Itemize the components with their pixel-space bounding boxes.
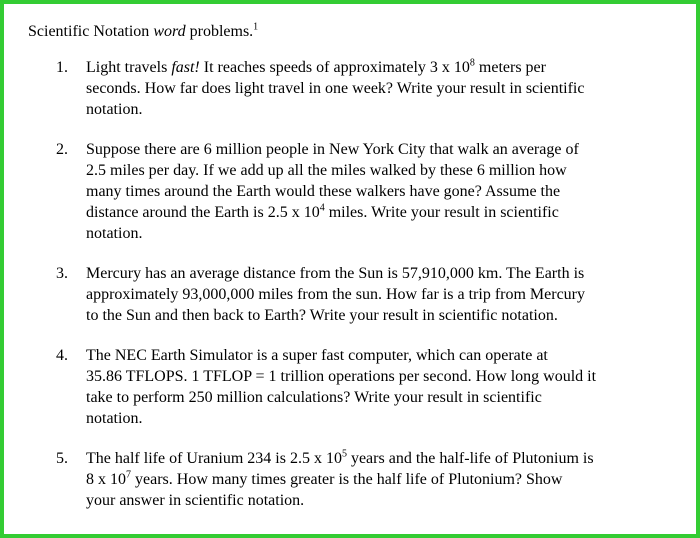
- text-run: Mercury has an average distance from the Sun is 57,910,000 km. The Earth is: [86, 265, 585, 282]
- problem-text-line: [86, 78, 688, 99]
- text-run: take to perform 250 million calculations? Write your result in scientific: [86, 389, 542, 406]
- text-run: distance around the Earth is 2.5 x 10: [86, 204, 320, 221]
- problem-text: [86, 345, 688, 429]
- text-run: Light travels: [86, 59, 172, 76]
- problem-number: 1.: [56, 59, 68, 76]
- text-run: seconds. How far does light travel in one week? Write your result in scientific: [86, 80, 585, 97]
- text-run: It reaches speeds of approximately 3 x 10: [199, 59, 470, 76]
- problem-number: 5.: [56, 450, 68, 467]
- problem-text-line: [86, 223, 688, 244]
- problem-number: 3.: [56, 265, 68, 282]
- text-run: 8 x 10: [86, 471, 126, 488]
- problem-text-line: [86, 448, 688, 469]
- problem-text-line: [86, 99, 688, 120]
- text-run: years and the half-life of Plutonium is: [346, 450, 594, 467]
- problem-item: [28, 139, 688, 244]
- problem-text-line: [86, 160, 688, 181]
- problem-text-line: [86, 263, 688, 284]
- problem-item: [28, 57, 688, 120]
- text-run: The NEC Earth Simulator is a super fast computer, which can operate at: [86, 347, 548, 364]
- problem-text-line: [86, 345, 688, 366]
- problem-text: [86, 57, 688, 120]
- problem-text-line: [86, 57, 688, 78]
- text-run: meters per: [474, 59, 546, 76]
- problem-text: [86, 448, 688, 511]
- text-run: notation.: [86, 225, 143, 242]
- text-run: The half life of Uranium 234 is 2.5 x 10: [86, 450, 342, 467]
- problem-number: 4.: [56, 347, 68, 364]
- problem-text: [86, 139, 688, 244]
- problem-text-line: [86, 181, 688, 202]
- problem-text-line: [86, 387, 688, 408]
- text-run: years. How many times greater is the half life of Plutonium? Show: [131, 471, 563, 488]
- worksheet-title: [28, 22, 688, 42]
- text-run: Suppose there are 6 million people in New York City that walk an average of: [86, 141, 579, 158]
- problem-text-line: [86, 202, 688, 223]
- emphasis-text: fast!: [171, 59, 200, 76]
- problem-text-line: [86, 139, 688, 160]
- text-run: notation.: [86, 101, 143, 118]
- text-run: 35.86 TFLOPS. 1 TFLOP = 1 trillion operations per second. How long would it: [86, 368, 597, 385]
- title-emphasis: word: [153, 23, 186, 40]
- problem-text-line: [86, 366, 688, 387]
- exponent: 8: [469, 57, 475, 69]
- problem-item: [28, 263, 688, 326]
- text-run: approximately 93,000,000 miles from the sun. How far is a trip from Mercury: [86, 286, 585, 303]
- title-suffix: problems.: [185, 23, 254, 40]
- exponent: 7: [126, 469, 131, 481]
- problem-text-line: [86, 469, 688, 490]
- title-prefix: Scientific Notation: [28, 23, 154, 40]
- problem-number: 2.: [56, 141, 68, 158]
- text-run: 2.5 miles per day. If we add up all the miles walked by these 6 million how: [86, 162, 567, 179]
- problem-item: [28, 345, 688, 429]
- problem-text-line: [86, 305, 688, 326]
- problem-list: [28, 57, 688, 511]
- text-run: to the Sun and then back to Earth? Write your result in scientific notation.: [86, 307, 558, 324]
- exponent: 5: [341, 448, 347, 460]
- problem-text: [86, 263, 688, 326]
- exponent: 4: [319, 202, 325, 214]
- worksheet: [28, 22, 688, 530]
- text-run: many times around the Earth would these walkers have gone? Assume the: [86, 183, 561, 200]
- text-run: your answer in scientific notation.: [86, 492, 305, 509]
- problem-text-line: [86, 490, 688, 511]
- problem-item: [28, 448, 688, 511]
- text-run: miles. Write your result in scientific: [324, 204, 559, 221]
- problem-text-line: [86, 284, 688, 305]
- title-footnote-marker: 1: [253, 21, 259, 33]
- text-run: notation.: [86, 410, 143, 427]
- problem-text-line: [86, 408, 688, 429]
